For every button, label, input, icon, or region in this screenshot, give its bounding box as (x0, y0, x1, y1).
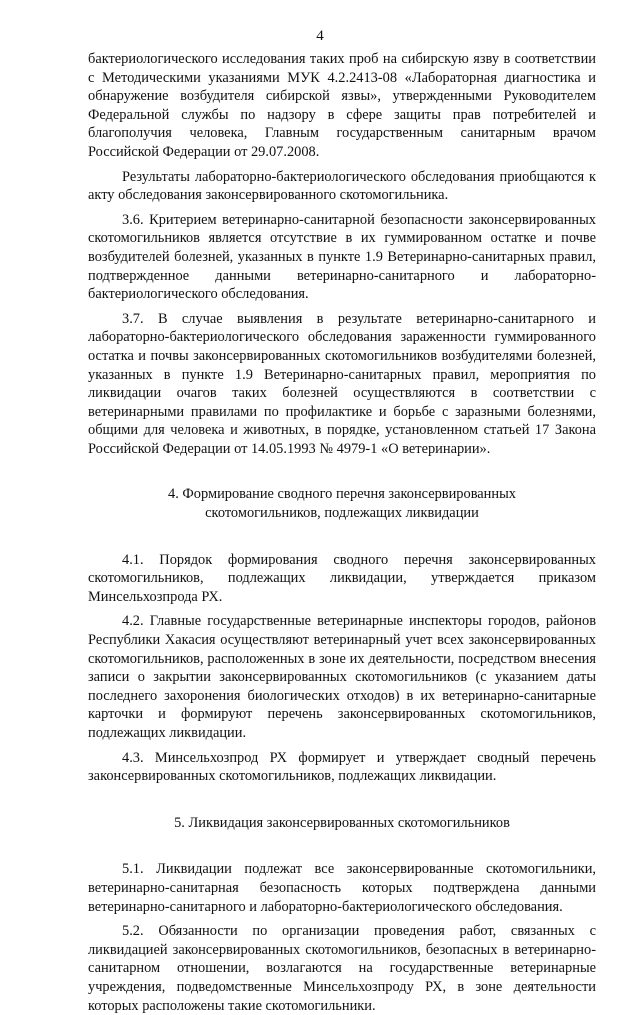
paragraph-3-7: 3.7. В случае выявления в результате ветеринарно-санитарного и лабораторно-бактериологического обследования зараженности гуммированного остатка и почвы законсервированных скотомогильников возбудителями болезней, указанных в пункте 1.9 Ветеринарно-санитарных правил, мероприятия по ликвидации очагов таких болезней осуществляются в соответствии с ветеринарными правилами по профилактике и борьбе с заразными болезнями, общими для человека и животных, в порядке, установленном статьей 17 Закона Российской Федерации от 14.05.1993 № 4979-1 «О ветеринарии». (88, 310, 596, 457)
section-4-heading-line1: 4. Формирование сводного перечня законсервированных (168, 486, 516, 503)
paragraph-5-2: 5.2. Обязанности по организации проведения работ, связанных с ликвидацией законсервированных скотомогильников, безопасных в ветеринарно-санитарном отношении, возлагаются на государственные ветеринарные учреждения, подведомственные Минсельхозпроду РХ, в зоне деятельности которых расположены такие скотомогильники. (88, 923, 596, 1014)
document-body (88, 50, 596, 1015)
paragraph-continuation: бактериологического исследования таких проб на сибирскую язву в соответствии с Методическими указаниями МУК 4.2.2413-08 «Лабораторная диагностика и обнаружение возбудителя сибирской язвы», утвержденными Руководителем Федеральной службы по надзору в сфере защиты прав потребителей и благополучия человека, Главным государственным санитарным врачом Российской Федерации от 29.07.2008. (88, 51, 596, 160)
paragraph-4-3: 4.3. Минсельхозпрод РХ формирует и утверждает сводный перечень законсервированных скотомогильников, подлежащих ликвидации. (88, 749, 596, 785)
section-5-heading-line: 5. Ликвидация законсервированных скотомогильников (174, 814, 510, 831)
page-number: 4 (316, 28, 324, 44)
paragraph-4-2: 4.2. Главные государственные ветеринарные инспекторы городов, районов Республики Хакасия осуществляют ветеринарный учет всех законсервированных скотомогильников, расположенных в зоне их деятельности, посредством внесения записи о закрытии законсервированных скотомогильников (с указанием даты последнего захоронения биологических отходов) в их ветеринарно-санитарные карточки и формируют перечень законсервированных скотомогильников, подлежащих ликвидации. (88, 613, 596, 741)
paragraph-results: Результаты лабораторно-бактериологического обследования приобщаются к акту обследования законсервированного скотомогильника. (88, 168, 596, 204)
paragraph-5-1: 5.1. Ликвидации подлежат все законсервированные скотомогильники, ветеринарно-санитарная безопасность которых подтверждена данными ветеринарно-санитарного и лабораторно-бактериологического обследования. (88, 861, 596, 915)
section-4-heading (88, 485, 596, 522)
paragraph-3-6: 3.6. Критерием ветеринарно-санитарной безопасности законсервированных скотомогильников является отсутствие в их гуммированном остатке и почве возбудителей болезней, указанных в пункте 1.9 Ветеринарно-санитарных правил, подтвержденное данными ветеринарно-санитарного и лабораторно-бактериологического обследования. (88, 211, 596, 303)
section-4-heading-line2: скотомогильников, подлежащих ликвидации (205, 505, 479, 522)
section-5-heading (88, 814, 596, 833)
paragraph-4-1: 4.1. Порядок формирования сводного перечня законсервированных скотомогильников, подлежащих ликвидации, утверждается приказом Минсельхозпрода РХ. (88, 551, 596, 605)
